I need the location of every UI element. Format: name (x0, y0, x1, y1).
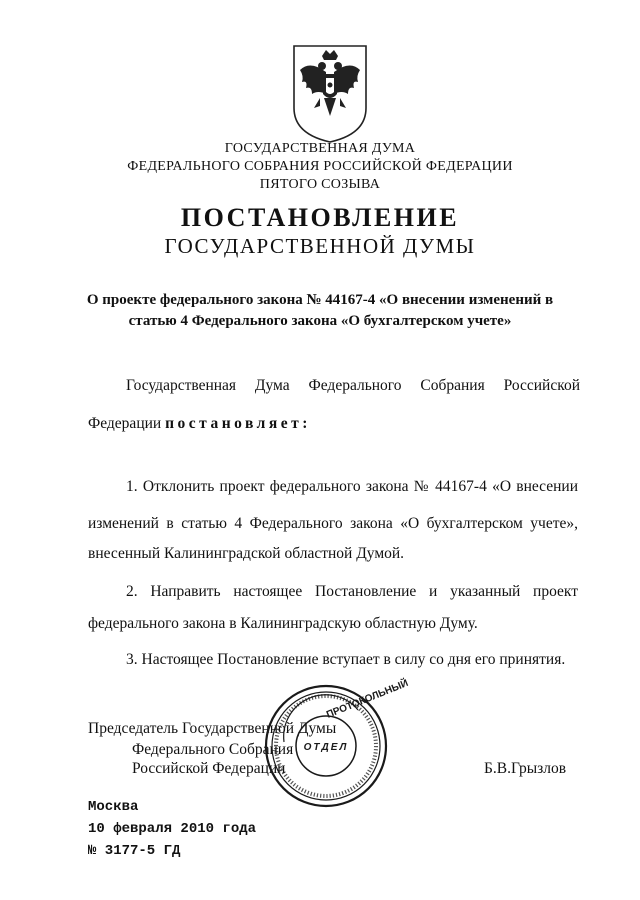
item-1-line-1: 1. Отклонить проект федерального закона № 44167-4 «О внесении (126, 478, 578, 495)
official-seal-stamp (262, 677, 410, 810)
header-line-1: ГОСУДАРСТВЕННАЯ ДУМА (224, 141, 416, 156)
seal-ring-text: ПРОТОКОЛЬНЫЙ (325, 677, 410, 721)
seal-center-text: ОТДЕЛ (303, 742, 349, 753)
preamble-prefix: Федерации (88, 415, 162, 432)
coat-of-arms-emblem (290, 42, 370, 144)
subject-line-1: О проекте федерального закона № 44167-4 «О внесении изменений в (86, 292, 554, 308)
header-line-3: ПЯТОГО СОЗЫВА (259, 177, 381, 192)
footer-date: 10 февраля 2010 года (88, 821, 257, 837)
signature-line-1: Председатель Государственной Думы (88, 720, 337, 737)
item-3-line-1: 3. Настоящее Постановление вступает в силу со дня его принятия. (126, 651, 566, 668)
preamble-line-2 (88, 415, 311, 433)
item-1-line-2: изменений в статью 4 Федерального закона «О бухгалтерском учете», (88, 515, 578, 532)
footer-number: № 3177-5 ГД (88, 843, 181, 859)
item-2-line-1: 2. Направить настоящее Постановление и указанный проект (126, 583, 578, 600)
document-title: ПОСТАНОВЛЕНИЕ (180, 203, 460, 232)
document-subtitle: ГОСУДАРСТВЕННОЙ ДУМЫ (164, 234, 476, 258)
signatory-name: Б.В.Грызлов (484, 760, 567, 777)
signature-line-3: Российской Федерации (132, 760, 286, 777)
header-line-2: ФЕДЕРАЛЬНОГО СОБРАНИЯ РОССИЙСКОЙ ФЕДЕРАЦИИ (127, 159, 513, 174)
item-1-line-3: внесенный Калининградской областной Думой. (88, 545, 405, 562)
item-2-line-2: федерального закона в Калининградскую областную Думу. (88, 615, 478, 632)
preamble-line-1: Государственная Дума Федерального Собрания Российской (126, 377, 580, 394)
footer-city: Москва (88, 799, 139, 815)
subject-line-2: статью 4 Федерального закона «О бухгалтерском учете» (128, 313, 512, 329)
decision-keyword: постановляет: (165, 415, 311, 432)
signature-line-2: Федерального Собрания (132, 741, 294, 758)
